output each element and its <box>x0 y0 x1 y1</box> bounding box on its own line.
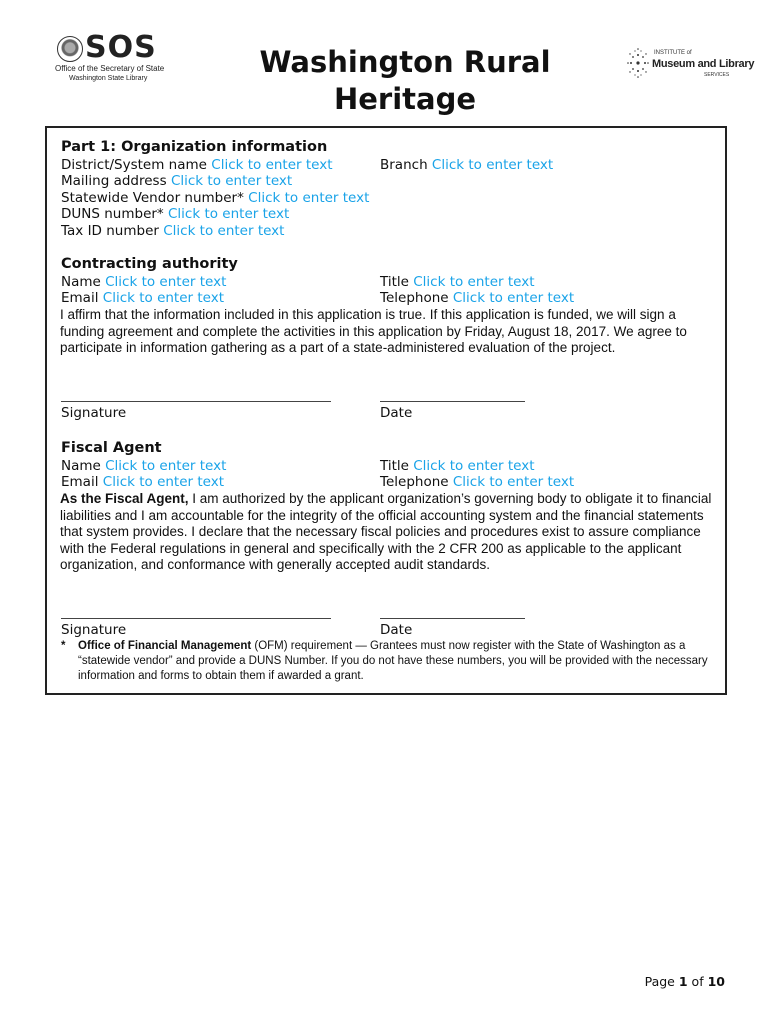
fiscal-statement-rest: I am authorized by the applicant organization’s governing body to obligate it to financial liabilities and I am accountable for the integrity of the official accounting system and the financial statements that system provides. I declare that the necessary fiscal policies and procedures exist to assure compliance with the Federal regulations in general and specifically with the 2 CFR 200 as applicable to the applicant organization, and conformance with generally accepted audit standards. <box>60 491 712 573</box>
imls-logo <box>626 44 755 84</box>
fiscal-statement-bold: As the Fiscal Agent, <box>60 491 189 506</box>
contracting-telephone-input[interactable]: Click to enter text <box>452 290 575 306</box>
branch-label: Branch <box>380 157 428 173</box>
taxid-label: Tax ID number <box>61 223 159 239</box>
page-word: Page <box>644 974 675 989</box>
taxid-field <box>61 223 284 239</box>
footnote-marker: * <box>61 640 66 652</box>
sos-logo <box>55 30 165 86</box>
page-current: 1 <box>678 974 688 989</box>
page-title <box>200 44 610 118</box>
fiscal-title-field <box>380 458 534 474</box>
contracting-date-line[interactable] <box>380 401 525 402</box>
fiscal-telephone-label: Telephone <box>380 474 449 490</box>
fiscal-statement <box>60 491 720 574</box>
fiscal-email-field <box>61 474 224 490</box>
district-field <box>61 157 333 173</box>
contracting-email-input[interactable]: Click to enter text <box>102 290 225 306</box>
fiscal-name-field <box>61 458 226 474</box>
contracting-title-field <box>380 274 534 290</box>
fiscal-date-line[interactable] <box>380 618 525 619</box>
vendor-field <box>61 190 369 206</box>
contracting-name-label: Name <box>61 274 101 290</box>
contracting-date-label: Date <box>380 405 413 421</box>
fiscal-email-label: Email <box>61 474 99 490</box>
contracting-telephone-field <box>380 290 574 306</box>
state-seal-icon <box>57 36 83 62</box>
contracting-heading: Contracting authority <box>61 256 238 272</box>
fiscal-name-input[interactable]: Click to enter text <box>105 458 227 474</box>
contracting-title-input[interactable]: Click to enter text <box>413 274 535 290</box>
fiscal-name-label: Name <box>61 458 101 474</box>
mailing-input[interactable]: Click to enter text <box>170 173 293 189</box>
mailing-field <box>61 173 292 189</box>
contracting-email-field <box>61 290 224 306</box>
part1-heading: Part 1: Organization information <box>61 139 328 155</box>
fiscal-date-label: Date <box>380 622 413 638</box>
imls-logo-top: INSTITUTE of <box>654 50 692 56</box>
contracting-title-label: Title <box>380 274 409 290</box>
mailing-label: Mailing address <box>61 173 167 189</box>
fiscal-email-input[interactable]: Click to enter text <box>102 474 225 490</box>
fiscal-telephone-field <box>380 474 574 490</box>
page-total: 10 <box>707 974 725 989</box>
vendor-input[interactable]: Click to enter text <box>248 190 370 206</box>
of-word: of <box>691 974 704 989</box>
fiscal-signature-line[interactable] <box>61 618 331 619</box>
vendor-label: Statewide Vendor number* <box>61 190 244 206</box>
duns-label: DUNS number* <box>61 206 164 222</box>
imls-logo-main: Museum and Library <box>652 58 755 70</box>
district-label: District/System name <box>61 157 207 173</box>
sos-logo-line2: Washington State Library <box>69 75 148 82</box>
sos-logo-line1: Office of the Secretary of State <box>55 64 165 73</box>
fiscal-title-input[interactable]: Click to enter text <box>413 458 535 474</box>
taxid-input[interactable]: Click to enter text <box>163 223 285 239</box>
fiscal-heading: Fiscal Agent <box>61 440 162 456</box>
footnote-text <box>78 639 714 684</box>
page-title-line2: Heritage <box>333 82 477 116</box>
starburst-icon <box>626 46 650 80</box>
district-input[interactable]: Click to enter text <box>211 157 333 173</box>
affirmation-text: I affirm that the information included in this application is true. If this application is funded, we will sign a funding agreement and complete the activities in this application by Friday, August 18, 2017. We agree to participate in information gathering as a part of a state-administered evaluation of the project. <box>60 307 687 356</box>
contracting-email-label: Email <box>61 290 99 306</box>
branch-field <box>380 157 553 173</box>
sos-logo-mark: SOS <box>85 30 157 65</box>
contracting-signature-label: Signature <box>61 405 127 421</box>
duns-field <box>61 206 289 222</box>
contracting-name-field <box>61 274 226 290</box>
fiscal-title-label: Title <box>380 458 409 474</box>
fiscal-telephone-input[interactable]: Click to enter text <box>452 474 575 490</box>
fiscal-signature-label: Signature <box>61 622 127 638</box>
page-number <box>645 974 725 989</box>
footnote-rest: (OFM) requirement — Grantees must now register with the State of Washington as a “statewide vendor” and provide a DUNS Number. If you do not have these numbers, you will be provided with the necessary information and forms to obtain them if awarded a grant. <box>78 640 708 682</box>
imls-logo-bottom: SERVICES <box>704 72 730 78</box>
contracting-telephone-label: Telephone <box>380 290 449 306</box>
page-title-line1: Washington Rural <box>259 45 551 79</box>
branch-input[interactable]: Click to enter text <box>431 157 554 173</box>
duns-input[interactable]: Click to enter text <box>167 206 290 222</box>
contracting-signature-line[interactable] <box>61 401 331 402</box>
contracting-name-input[interactable]: Click to enter text <box>105 274 227 290</box>
footnote-bold: Office of Financial Management <box>78 640 252 652</box>
